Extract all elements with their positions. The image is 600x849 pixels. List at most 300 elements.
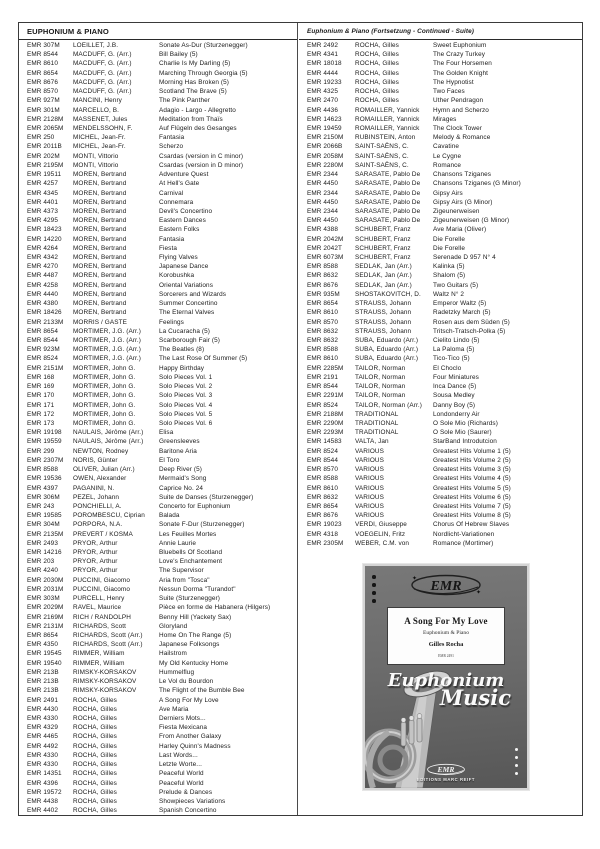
composer-name: TRADITIONAL: [355, 419, 399, 427]
composer-name: ROMAILLER, Yannick: [355, 115, 420, 123]
piece-title: Sonate F-Dur (Sturzenegger): [159, 521, 245, 529]
catalog-row: [307, 41, 574, 50]
composer-name: ROCHA, Gilles: [73, 714, 117, 722]
composer-name: TRADITIONAL: [355, 410, 399, 418]
catalog-row: [27, 511, 289, 520]
catalog-row: [27, 502, 289, 511]
catalog-number: EMR 4440: [27, 290, 58, 298]
catalog-number: EMR 8524: [307, 447, 338, 455]
catalog-number: EMR 2195M: [27, 161, 64, 169]
composer-name: TAILOR, Norman: [355, 383, 406, 391]
catalog-row: [307, 115, 574, 124]
composer-name: RICHARDS, Scott (Arr.): [73, 632, 143, 639]
catalog-row: [27, 152, 289, 161]
catalog-number: EMR 4492: [27, 742, 58, 750]
catalog-number: EMR 6073M: [307, 254, 344, 262]
catalog-number: EMR 2307M: [27, 456, 64, 464]
piece-title: Solo Pieces Vol. 2: [159, 383, 213, 391]
piece-title: The Eternal Valves: [159, 309, 215, 317]
catalog-row: [27, 281, 289, 290]
composer-name: PREVERT / KOSMA: [73, 530, 133, 538]
composer-name: PRYOR, Arthur: [73, 567, 118, 575]
catalog-number: EMR 4345: [27, 189, 58, 197]
catalog-number: EMR 4329: [27, 724, 58, 732]
piece-title: Solo Pieces Vol. 1: [159, 373, 213, 381]
piece-title: Flying Valves: [159, 254, 198, 262]
composer-name: SARASATE, Pablo De: [355, 189, 421, 197]
catalog-row: [27, 447, 289, 456]
catalog-number: EMR 8544: [27, 337, 58, 344]
catalog-number: EMR 2042M: [307, 235, 344, 243]
composer-name: SARASATE, Pablo De: [355, 180, 421, 188]
catalog-row: [27, 354, 289, 363]
catalog-row: [27, 428, 289, 437]
section-title-continued: Euphonium & Piano (Fortsetzung - Continued - Suite): [299, 28, 582, 40]
catalog-number: EMR 2031M: [27, 585, 64, 593]
composer-name: PEZEL, Johann: [73, 493, 120, 501]
composer-name: ROCHA, Gilles: [73, 797, 117, 805]
composer-name: ROCHA, Gilles: [73, 696, 117, 704]
catalog-row: [27, 649, 289, 658]
composer-name: RIMMER, William: [73, 659, 125, 667]
catalog-row: [27, 594, 289, 603]
composer-name: POROMBESCU, Ciprian: [73, 512, 145, 520]
catalog-row: [27, 465, 289, 474]
catalog-row: [307, 50, 574, 59]
piece-title: Londonderry Air: [433, 410, 480, 418]
catalog-row: [27, 622, 289, 631]
catalog-number: EMR 4330: [27, 714, 58, 722]
piece-title: Radetzky March (5): [433, 309, 491, 317]
catalog-number: EMR 2029M: [27, 604, 64, 612]
catalog-row: [307, 502, 574, 511]
piece-title: Scarborough Fair (5): [159, 337, 220, 344]
catalog-row: [307, 354, 574, 363]
composer-name: LOEILLET, J.B.: [73, 42, 119, 49]
piece-title: Ave Maria: [159, 705, 189, 713]
catalog-row: [307, 345, 574, 354]
piece-title: Tico-Tico (5): [433, 355, 470, 363]
piece-title: StarBand Introdutcion: [433, 438, 497, 446]
piece-title: Serenade D 957 N° 4: [433, 254, 496, 262]
catalog-number: EMR 4465: [27, 733, 58, 741]
catalog-row: [27, 686, 289, 695]
piece-title: Csardas (version in D minor): [159, 161, 244, 169]
svg-text:✦: ✦: [476, 590, 482, 596]
catalog-row: [307, 511, 574, 520]
catalog-row: [307, 59, 574, 68]
composer-name: ROCHA, Gilles: [73, 751, 117, 759]
catalog-row: [307, 299, 574, 308]
piece-title: Tritsch-Tratsch-Polka (5): [433, 327, 506, 335]
composer-name: ROCHA, Gilles: [73, 770, 117, 778]
catalog-row: [27, 87, 289, 96]
composer-name: MENDELSSOHN, F.: [73, 124, 133, 132]
catalog-number: EMR 19023: [307, 521, 342, 529]
piece-title: Benny Hill (Yackety Sax): [159, 613, 232, 621]
catalog-number: EMR 213B: [27, 668, 59, 676]
composer-name: PONCHIELLI, A.: [73, 502, 122, 510]
catalog-number: EMR 4373: [27, 207, 58, 215]
catalog-number: EMR 4388: [307, 226, 338, 234]
composer-name: MICHEL, Jean-Fr.: [73, 134, 126, 142]
catalog-number: EMR 213B: [27, 687, 59, 695]
composer-name: MORTIMER, John G.: [73, 364, 136, 372]
piece-title: From Another Galaxy: [159, 733, 222, 741]
composer-name: MOREN, Bertrand: [73, 226, 127, 234]
catalog-number: EMR 14351: [27, 770, 62, 778]
catalog-number: EMR 8610: [307, 484, 338, 492]
catalog-row: [27, 216, 289, 225]
catalog-number: EMR 4295: [27, 217, 58, 225]
catalog-row: [27, 760, 289, 769]
piece-title: Carnival: [159, 189, 184, 197]
cover-title-box: [387, 607, 505, 665]
catalog-row: [307, 290, 574, 299]
piece-title: The Crazy Turkey: [433, 51, 486, 59]
catalog-row: [27, 769, 289, 778]
catalog-number: EMR 4264: [27, 244, 58, 252]
catalog-row: [27, 106, 289, 115]
catalog-row: [307, 124, 574, 133]
catalog-number: EMR 8632: [307, 337, 338, 344]
composer-name: PUCCINI, Giacomo: [73, 576, 130, 584]
catalog-row: [27, 751, 289, 760]
book-cover: [363, 564, 529, 790]
catalog-row: [27, 78, 289, 87]
piece-title: A Song For My Love: [159, 696, 219, 704]
composer-name: ROCHA, Gilles: [73, 788, 117, 796]
catalog-row: [27, 474, 289, 483]
composer-name: ROCHA, Gilles: [73, 742, 117, 750]
composer-name: MOREN, Bertrand: [73, 235, 127, 243]
piece-title: Mermaid's Song: [159, 475, 207, 483]
catalog-number: EMR 4341: [307, 51, 338, 59]
catalog-number: EMR 8654: [307, 502, 338, 510]
piece-title: Solo Pieces Vol. 5: [159, 410, 213, 418]
piece-title: Greatest Hits Volume 5 (5): [433, 484, 511, 492]
emr-logo-icon: [408, 573, 484, 597]
catalog-row: [27, 566, 289, 575]
composer-name: MANCINI, Henry: [73, 97, 122, 105]
catalog-row: [307, 78, 574, 87]
catalog-number: EMR 19536: [27, 475, 62, 483]
catalog-row: [27, 59, 289, 68]
catalog-number: EMR 2491: [27, 696, 58, 704]
piece-title: Japanese Folksongs: [159, 641, 220, 649]
catalog-row: [307, 474, 574, 483]
catalog-column-left: [19, 23, 298, 815]
piece-title: Greatest Hits Volume 4 (5): [433, 475, 511, 483]
piece-title: Fantasia: [159, 134, 185, 142]
piece-title: Connemara: [159, 198, 194, 206]
piece-title: Devil's Concertino: [159, 207, 213, 215]
catalog-number: EMR 2066B: [307, 143, 343, 151]
composer-name: ROCHA, Gilles: [355, 97, 399, 105]
composer-name: TRADITIONAL: [355, 429, 399, 437]
catalog-row: [307, 336, 574, 345]
cover-dots-top-left: [372, 575, 376, 603]
piece-title: Fiesta: [159, 244, 178, 252]
catalog-row: [27, 96, 289, 105]
composer-name: VARIOUS: [355, 456, 384, 464]
catalog-number: EMR 173: [27, 419, 55, 427]
catalog-number: EMR 8632: [307, 493, 338, 501]
piece-title: O Sole Mio (Saurer): [433, 429, 492, 437]
catalog-row: [27, 705, 289, 714]
composer-name: MORTIMER, John G.: [73, 401, 136, 409]
catalog-number: EMR 2470: [307, 97, 338, 105]
catalog-row: [27, 576, 289, 585]
catalog-row: [27, 391, 289, 400]
catalog-number: EMR 2280M: [307, 161, 344, 169]
catalog-number: EMR 4401: [27, 198, 58, 206]
catalog-row: [27, 668, 289, 677]
piece-title: Hummelflug: [159, 668, 195, 676]
book-cover-art: [365, 566, 527, 788]
catalog-number: EMR 4380: [27, 300, 58, 308]
catalog-row: [307, 401, 574, 410]
catalog-number: EMR 306M: [27, 493, 60, 501]
catalog-list-right: [307, 41, 574, 548]
catalog-number: EMR 168: [27, 373, 55, 381]
composer-name: TAILOR, Norman: [355, 364, 406, 372]
catalog-number: EMR 8570: [307, 466, 338, 474]
composer-name: MOREN, Bertrand: [73, 272, 127, 280]
catalog-number: EMR 4397: [27, 484, 58, 492]
publisher-name: EDITIONS MARC REIFT: [416, 777, 476, 782]
composer-name: ROCHA, Gilles: [355, 51, 399, 59]
catalog-row: [27, 779, 289, 788]
catalog-row: [307, 373, 574, 382]
catalog-row: [27, 50, 289, 59]
piece-title: Gloryland: [159, 622, 188, 630]
catalog-row: [307, 419, 574, 428]
piece-title: Nessun Dorma "Turandot": [159, 585, 236, 593]
composer-name: RIMMER, William: [73, 650, 125, 658]
cover-series-line2: Music: [439, 685, 511, 710]
piece-title: Aria from "Tosca": [159, 576, 210, 584]
catalog-row: [307, 520, 574, 529]
catalog-number: EMR 4270: [27, 263, 58, 271]
piece-title: Caprice No. 24: [159, 484, 204, 492]
catalog-number: EMR 2131M: [27, 622, 64, 630]
piece-title: Solo Pieces Vol. 3: [159, 392, 213, 400]
catalog-row: [27, 742, 289, 751]
piece-title: Korobushka: [159, 272, 195, 280]
composer-name: RIMSKY-KORSAKOV: [73, 687, 137, 695]
catalog-row: [27, 613, 289, 622]
catalog-number: EMR 2290M: [307, 419, 344, 427]
catalog-row: [27, 262, 289, 271]
piece-title: At Hell's Gate: [159, 180, 200, 188]
catalog-number: EMR 19559: [27, 438, 62, 446]
catalog-number: EMR 14216: [27, 549, 62, 557]
composer-name: ROCHA, Gilles: [73, 724, 117, 732]
catalog-row: [307, 253, 574, 262]
cover-title: A Song For My Love: [404, 616, 488, 626]
piece-title: Mirages: [433, 115, 457, 123]
piece-title: Zigeunerweisen: [433, 207, 480, 215]
composer-name: VALTA, Jan: [355, 438, 389, 446]
catalog-row: [307, 235, 574, 244]
piece-title: Charlie Is My Darling (5): [159, 60, 231, 68]
catalog-number: EMR 19572: [27, 788, 62, 796]
piece-title: Le Vol du Bourdon: [159, 678, 214, 686]
composer-name: RICHARDS, Scott: [73, 622, 126, 630]
catalog-number: EMR 8676: [307, 512, 338, 520]
composer-name: MARCELLO, B.: [73, 106, 119, 114]
catalog-number: EMR 18423: [27, 226, 62, 234]
catalog-row: [27, 225, 289, 234]
composer-name: MOREN, Bertrand: [73, 244, 127, 252]
piece-title: Japanese Dance: [159, 263, 209, 271]
composer-name: MORRIS / GASTE: [73, 318, 127, 326]
composer-name: VARIOUS: [355, 512, 384, 520]
piece-title: Spanish Concertino: [159, 807, 217, 815]
piece-title: Melody & Romance: [433, 134, 491, 142]
piece-title: My Old Kentucky Home: [159, 659, 229, 667]
piece-title: Greatest Hits Volume 1 (5): [433, 447, 511, 455]
cover-series-title: [365, 670, 527, 710]
piece-title: Danny Boy (5): [433, 401, 476, 409]
catalog-row: [27, 235, 289, 244]
catalog-number: EMR 923M: [27, 346, 60, 354]
catalog-row: [27, 520, 289, 529]
catalog-number: EMR 2065M: [27, 124, 64, 132]
piece-title: O Sole Mio (Richards): [433, 419, 498, 427]
catalog-row: [27, 253, 289, 262]
catalog-row: [27, 557, 289, 566]
composer-name: ROCHA, Gilles: [355, 42, 399, 49]
piece-title: The Last Rose Of Summer (5): [159, 355, 248, 363]
piece-title: Feelings: [159, 318, 184, 326]
catalog-number: EMR 2150M: [307, 134, 344, 142]
composer-name: PUCCINI, Giacomo: [73, 585, 130, 593]
composer-name: PORPORA, N.A.: [73, 521, 123, 529]
composer-name: PAGANINI, N.: [73, 484, 115, 492]
catalog-number: EMR 4444: [307, 69, 338, 77]
composer-name: VARIOUS: [355, 484, 384, 492]
piece-title: The Hypnotist: [433, 78, 474, 86]
composer-name: PRYOR, Arthur: [73, 558, 118, 566]
catalog-number: EMR 299: [27, 447, 55, 455]
catalog-number: EMR 18426: [27, 309, 62, 317]
catalog-number: EMR 2058M: [307, 152, 344, 160]
piece-title: Harley Quinn's Madness: [159, 742, 231, 750]
composer-name: MORTIMER, J.G. (Arr.): [73, 346, 142, 354]
catalog-number: EMR 4436: [307, 106, 338, 114]
composer-name: PURCELL, Henry: [73, 595, 125, 603]
catalog-number: EMR 19545: [27, 650, 62, 658]
catalog-row: [307, 456, 574, 465]
composer-name: SARASATE, Pablo De: [355, 198, 421, 206]
piece-title: Marching Through Georgia (5): [159, 69, 248, 77]
catalog-row: [307, 133, 574, 142]
piece-title: Bluebells Of Scotland: [159, 549, 223, 557]
catalog-number: EMR 4330: [27, 751, 58, 759]
piece-title: The Supervisor: [159, 567, 204, 575]
catalog-number: EMR 4342: [27, 254, 58, 262]
catalog-number: EMR 2344: [307, 171, 338, 179]
piece-title: La Cucaracha (5): [159, 327, 210, 335]
catalog-row: [307, 87, 574, 96]
composer-name: SCHUBERT, Franz: [355, 254, 411, 262]
catalog-number: EMR 19233: [307, 78, 342, 86]
catalog-number: EMR 2305M: [307, 539, 344, 547]
piece-title: Kalinka (5): [433, 263, 465, 271]
composer-name: ROCHA, Gilles: [73, 779, 117, 787]
composer-name: MACDUFF, G. (Arr.): [73, 51, 132, 59]
catalog-number: EMR 2291M: [307, 392, 344, 400]
catalog-row: [27, 271, 289, 280]
piece-title: Le Cygne: [433, 152, 462, 160]
piece-title: Last Words...: [159, 751, 198, 759]
piece-title: Bill Bailey (5): [159, 51, 198, 59]
composer-name: SUBA, Eduardo (Arr.): [355, 355, 419, 363]
composer-name: MORTIMER, John G.: [73, 392, 136, 400]
piece-title: Greatest Hits Volume 2 (5): [433, 456, 511, 464]
catalog-number: EMR 2011B: [27, 143, 62, 151]
composer-name: MORTIMER, John G.: [73, 419, 136, 427]
catalog-number: EMR 304M: [27, 521, 60, 529]
piece-title: Showpieces Variations: [159, 797, 226, 805]
composer-name: ROCHA, Gilles: [355, 88, 399, 96]
catalog-number: EMR 4396: [27, 779, 58, 787]
catalog-number: EMR 2188M: [307, 410, 344, 418]
piece-title: Summer Concertino: [159, 300, 218, 308]
composer-name: RICHARDS, Scott (Arr.): [73, 641, 143, 649]
piece-title: La Paloma (5): [433, 346, 475, 354]
composer-name: NAULAIS, Jérôme (Arr.): [73, 438, 144, 446]
catalog-number: EMR 2133M: [27, 318, 64, 326]
piece-title: Nordlicht-Variationen: [433, 530, 495, 538]
svg-text:✦: ✦: [412, 576, 418, 582]
composer-name: ROCHA, Gilles: [73, 705, 117, 713]
piece-title: Solo Pieces Vol. 6: [159, 419, 213, 427]
catalog-row: [27, 170, 289, 179]
catalog-number: EMR 169: [27, 383, 55, 391]
piece-title: Emperor Waltz (5): [433, 300, 487, 308]
catalog-row: [307, 308, 574, 317]
catalog-row: [27, 336, 289, 345]
catalog-number: EMR 8588: [27, 466, 58, 474]
composer-name: PRYOR, Arthur: [73, 549, 118, 557]
piece-title: Peaceful World: [159, 770, 204, 778]
catalog-row: [307, 484, 574, 493]
composer-name: RICH / RANDOLPH: [73, 613, 131, 621]
catalog-row: [27, 41, 289, 50]
catalog-row: [27, 723, 289, 732]
catalog-row: [27, 659, 289, 668]
composer-name: ROMAILLER, Yannick: [355, 124, 420, 132]
catalog-number: EMR 8570: [27, 88, 58, 96]
cover-composer: Gilles Rocha: [428, 641, 464, 648]
catalog-number: EMR 2030M: [27, 576, 64, 584]
catalog-row: [27, 207, 289, 216]
piece-title: Scotland The Brave (5): [159, 88, 227, 96]
composer-name: MOREN, Bertrand: [73, 309, 127, 317]
catalog-number: EMR 8654: [307, 300, 338, 308]
catalog-number: EMR 4450: [307, 217, 338, 225]
catalog-row: [307, 539, 574, 548]
catalog-number: EMR 4240: [27, 567, 58, 575]
catalog-number: EMR 935M: [307, 290, 340, 298]
piece-title: Elisa: [159, 429, 174, 437]
piece-title: Morning Has Broken (5): [159, 78, 230, 86]
catalog-number: EMR 213B: [27, 678, 59, 686]
composer-name: MACDUFF, G. (Arr.): [73, 88, 132, 96]
